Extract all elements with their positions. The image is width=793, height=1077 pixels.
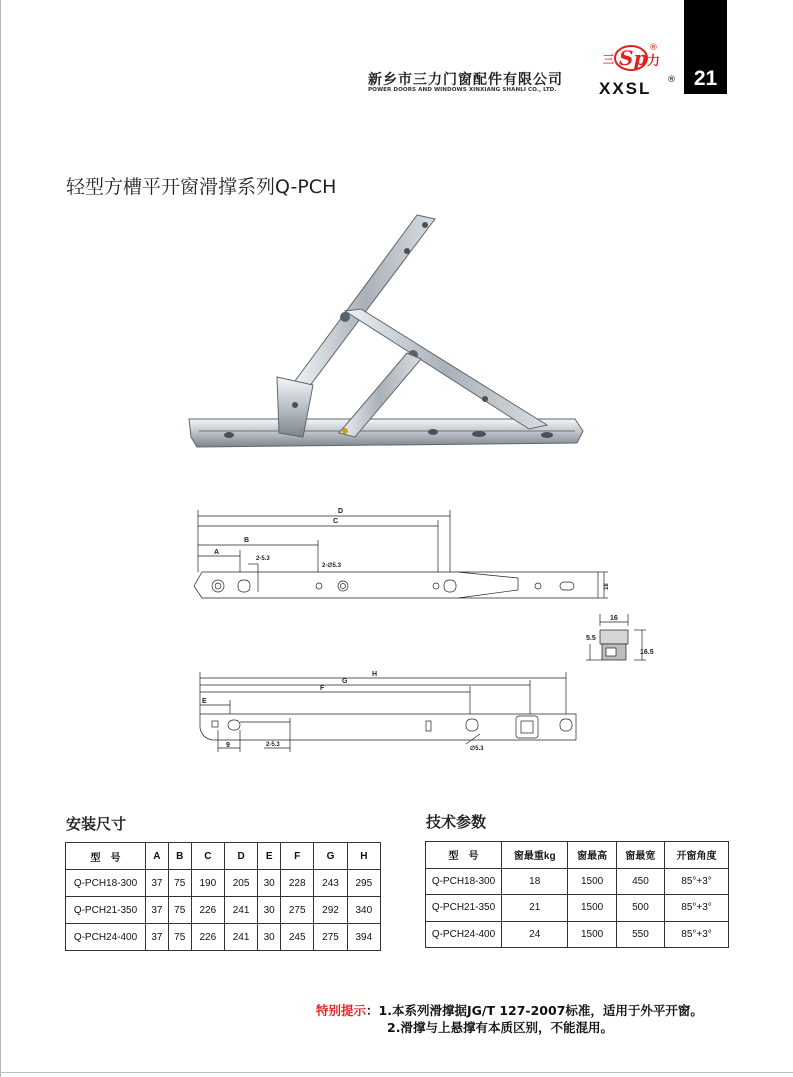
header-cell: A xyxy=(146,843,169,870)
table-cell: 228 xyxy=(281,870,314,897)
table-cell: 75 xyxy=(168,924,191,951)
table-cell: Q-PCH24-400 xyxy=(426,921,502,948)
header-cell: 窗最重kg xyxy=(502,842,568,869)
dim-label-d: D xyxy=(338,508,344,515)
dim-label-c: C xyxy=(333,518,339,525)
table-cell: 18 xyxy=(502,868,568,895)
svg-text:Sp: Sp xyxy=(619,46,648,70)
table-cell: 37 xyxy=(146,924,169,951)
table-cell: 1500 xyxy=(568,921,616,948)
dim-label-hole: 2-∅5.3 xyxy=(322,563,341,569)
table-cell: Q-PCH21-350 xyxy=(426,895,502,922)
profile-section-drawing xyxy=(584,610,664,668)
table-cell: 340 xyxy=(347,897,380,924)
header-cell: 开窗角度 xyxy=(665,842,729,869)
header-cell: 窗最高 xyxy=(568,842,616,869)
header-cell: F xyxy=(281,843,314,870)
header-cell: G xyxy=(314,843,347,870)
profile-label-width: 16 xyxy=(610,615,618,622)
table-cell: 226 xyxy=(191,897,224,924)
table-cell: 241 xyxy=(224,897,257,924)
table-cell: 30 xyxy=(258,870,281,897)
install-section-title: 安装尺寸 xyxy=(66,815,127,833)
company-logo xyxy=(597,38,681,98)
table-cell: 24 xyxy=(502,921,568,948)
table-cell: Q-PCH21-350 xyxy=(66,897,146,924)
install-dimensions-table xyxy=(65,842,381,951)
header-cell: 窗最宽 xyxy=(616,842,664,869)
table-row xyxy=(66,870,381,897)
dim-label-slot: 2-5.3 xyxy=(256,556,270,562)
table-cell: 292 xyxy=(314,897,347,924)
profile-label-left: 5.5 xyxy=(586,635,596,642)
dim-label-e: E xyxy=(202,698,207,705)
table-cell: 1500 xyxy=(568,868,616,895)
table-cell: 550 xyxy=(616,921,664,948)
table-cell: 243 xyxy=(314,870,347,897)
table-cell: 30 xyxy=(258,924,281,951)
table-row xyxy=(66,897,381,924)
dim-label-f: F xyxy=(320,685,325,692)
dim-label-height: 18 xyxy=(604,583,610,590)
company-name-en: POWER DOORS AND WINDOWS XINXIANG SHANLI CO., LTD. xyxy=(368,87,557,93)
table-header-row xyxy=(426,842,729,869)
table-cell: 85°+3° xyxy=(665,868,729,895)
table-cell: 205 xyxy=(224,870,257,897)
table-cell: 1500 xyxy=(568,895,616,922)
table-cell: 85°+3° xyxy=(665,921,729,948)
dim-label-hole-2: ∅5.3 xyxy=(470,746,484,752)
table-row xyxy=(66,924,381,951)
dim-label-slot-2: 2-5.3 xyxy=(266,742,280,748)
dim-label-b: B xyxy=(244,537,250,544)
note-label: 特别提示 xyxy=(316,1003,367,1018)
svg-text:®: ® xyxy=(667,75,676,85)
note-line-1 xyxy=(316,1001,703,1019)
registered-mark: ® xyxy=(649,43,658,53)
table-cell: 75 xyxy=(168,897,191,924)
page-frame-left xyxy=(0,0,14,1077)
table-cell: 275 xyxy=(281,897,314,924)
table-cell: 450 xyxy=(616,868,664,895)
table-cell: 500 xyxy=(616,895,664,922)
table-cell: 37 xyxy=(146,897,169,924)
table-row xyxy=(426,868,729,895)
product-photo-friction-stay xyxy=(185,205,595,460)
dim-label-g: G xyxy=(342,678,348,685)
tech-params-table xyxy=(425,841,729,948)
table-cell: 394 xyxy=(347,924,380,951)
dim-label-h: H xyxy=(372,671,378,678)
dim-label-a: A xyxy=(214,549,220,556)
table-cell: Q-PCH24-400 xyxy=(66,924,146,951)
dimension-drawing-bottom xyxy=(190,668,590,758)
header-cell: 型 号 xyxy=(66,843,146,870)
table-cell: 295 xyxy=(347,870,380,897)
header-cell: D xyxy=(224,843,257,870)
table-row xyxy=(426,895,729,922)
note-line-2: 2.滑撑与上悬撑有本质区别，不能混用。 xyxy=(387,1020,613,1035)
header-cell: 型 号 xyxy=(426,842,502,869)
logo-text: XXSL xyxy=(599,79,652,98)
header-cell: C xyxy=(191,843,224,870)
svg-text:力: 力 xyxy=(647,54,661,69)
table-header-row xyxy=(66,843,381,870)
table-cell: Q-PCH18-300 xyxy=(66,870,146,897)
table-cell: Q-PCH18-300 xyxy=(426,868,502,895)
note-text-1: ：1.本系列滑撑据JG/T 127-2007标准，适用于外平开窗。 xyxy=(366,1003,703,1018)
table-cell: 241 xyxy=(224,924,257,951)
dimension-drawing-top xyxy=(188,500,618,610)
table-cell: 245 xyxy=(281,924,314,951)
table-cell: 190 xyxy=(191,870,224,897)
page-frame-bottom xyxy=(0,1072,793,1073)
table-cell: 226 xyxy=(191,924,224,951)
dim-label-nine: 9 xyxy=(226,742,230,749)
header-cell: E xyxy=(258,843,281,870)
header-cell: H xyxy=(347,843,380,870)
page-title: 轻型方槽平开窗滑撑系列Q-PCH xyxy=(66,176,337,198)
table-cell: 37 xyxy=(146,870,169,897)
table-cell: 85°+3° xyxy=(665,895,729,922)
header-cell: B xyxy=(168,843,191,870)
table-row xyxy=(426,921,729,948)
profile-label-height: 16.5 xyxy=(640,649,654,656)
table-cell: 21 xyxy=(502,895,568,922)
svg-text:三: 三 xyxy=(603,53,614,66)
table-cell: 30 xyxy=(258,897,281,924)
page-number: 21 xyxy=(693,67,718,90)
table-cell: 275 xyxy=(314,924,347,951)
table-cell: 75 xyxy=(168,870,191,897)
company-name-cn: 新乡市三力门窗配件有限公司 xyxy=(368,72,563,88)
tech-section-title: 技术参数 xyxy=(426,813,487,831)
